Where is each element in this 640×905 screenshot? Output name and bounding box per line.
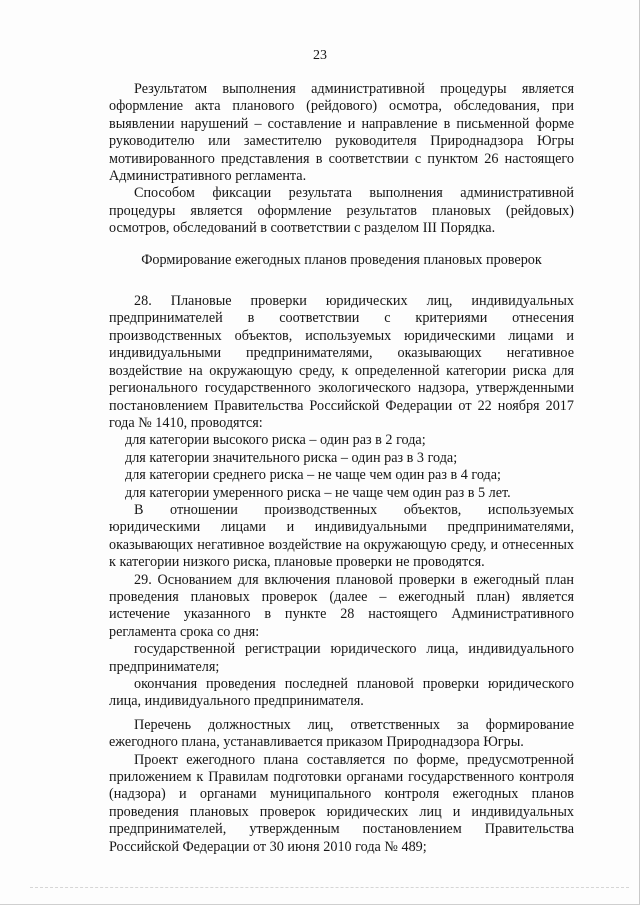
paragraph-28: 28. Плановые проверки юридических лиц, индивидуальных предпринимателей в соответствии с критериями отнесения производственных объектов, используемых юридическими лицами и индивидуальными предпринимателями, оказывающих негативное воздействие на окружающую среду, к определенной категории риска для регионального государственного экологического надзора, утвержденными постановлением Правительства Российской Федерации от 22 ноября 2017 года № 1410, проводятся: (109, 293, 574, 431)
scan-edge-line (30, 887, 629, 888)
section-heading: Формирование ежегодных планов проведения плановых проверок (141, 251, 542, 268)
paragraph-result: Результатом выполнения административной процедуры является оформление акта планового (рейдового) осмотра, обследования, при выявлении нарушений – составление и направление в письменной форме руководителю или заместителю руководителя Природнадзора Югры мотивированного представления в соответствии с пунктом 26 настоящего Административного регламента. (109, 81, 574, 185)
risk-list-item-significant: для категории значительного риска – один раз в 3 года; (125, 449, 458, 466)
basis-list-item-registration: государственной регистрации юридического лица, индивидуального предпринимателя; (109, 641, 574, 675)
basis-list-item-last-inspection: окончания проведения последней плановой проверки юридического лица, индивидуального предпринимателя. (109, 676, 574, 710)
document-body (109, 81, 574, 856)
paragraph-responsible-officials: Перечень должностных лиц, ответственных за формирование ежегодного плана, устанавливается приказом Природнадзора Югры. (109, 716, 574, 751)
paragraph-plan-project: Проект ежегодного плана составляется по форме, предусмотренной приложением к Правилам подготовки органами государственного контроля (надзора) и органами муниципального контроля ежегодных планов проведения плановых проверок юридических лиц и индивидуальных предпринимателей, утвержденным постановлением Правительства Российской Федерации от 30 июня 2010 года № 489; (109, 751, 574, 855)
page-number: 23 (313, 48, 327, 63)
paragraph-fixation: Способом фиксации результата выполнения административной процедуры является оформление результатов плановых (рейдовых) осмотров, обследований в соответствии с разделом III Порядка. (109, 185, 574, 237)
paragraph-low-risk: В отношении производственных объектов, используемых юридическими лицами и индивидуальными предпринимателями, оказывающих негативное воздействие на окружающую среду, и отнесенных к категории низкого риска, плановые проверки не проводятся. (109, 501, 574, 571)
risk-list-item-high: для категории высокого риска – один раз в 2 года; (125, 432, 426, 449)
paragraph-29: 29. Основанием для включения плановой проверки в ежегодный план проведения плановых проверок (далее – ежегодный план) является истечение указанного в пункте 28 настоящего Административного регламента срока со дня: (109, 571, 574, 640)
risk-list-item-moderate: для категории умеренного риска – не чаще чем один раз в 5 лет. (125, 484, 511, 501)
risk-list-item-medium: для категории среднего риска – не чаще чем один раз в 4 года; (125, 467, 501, 484)
